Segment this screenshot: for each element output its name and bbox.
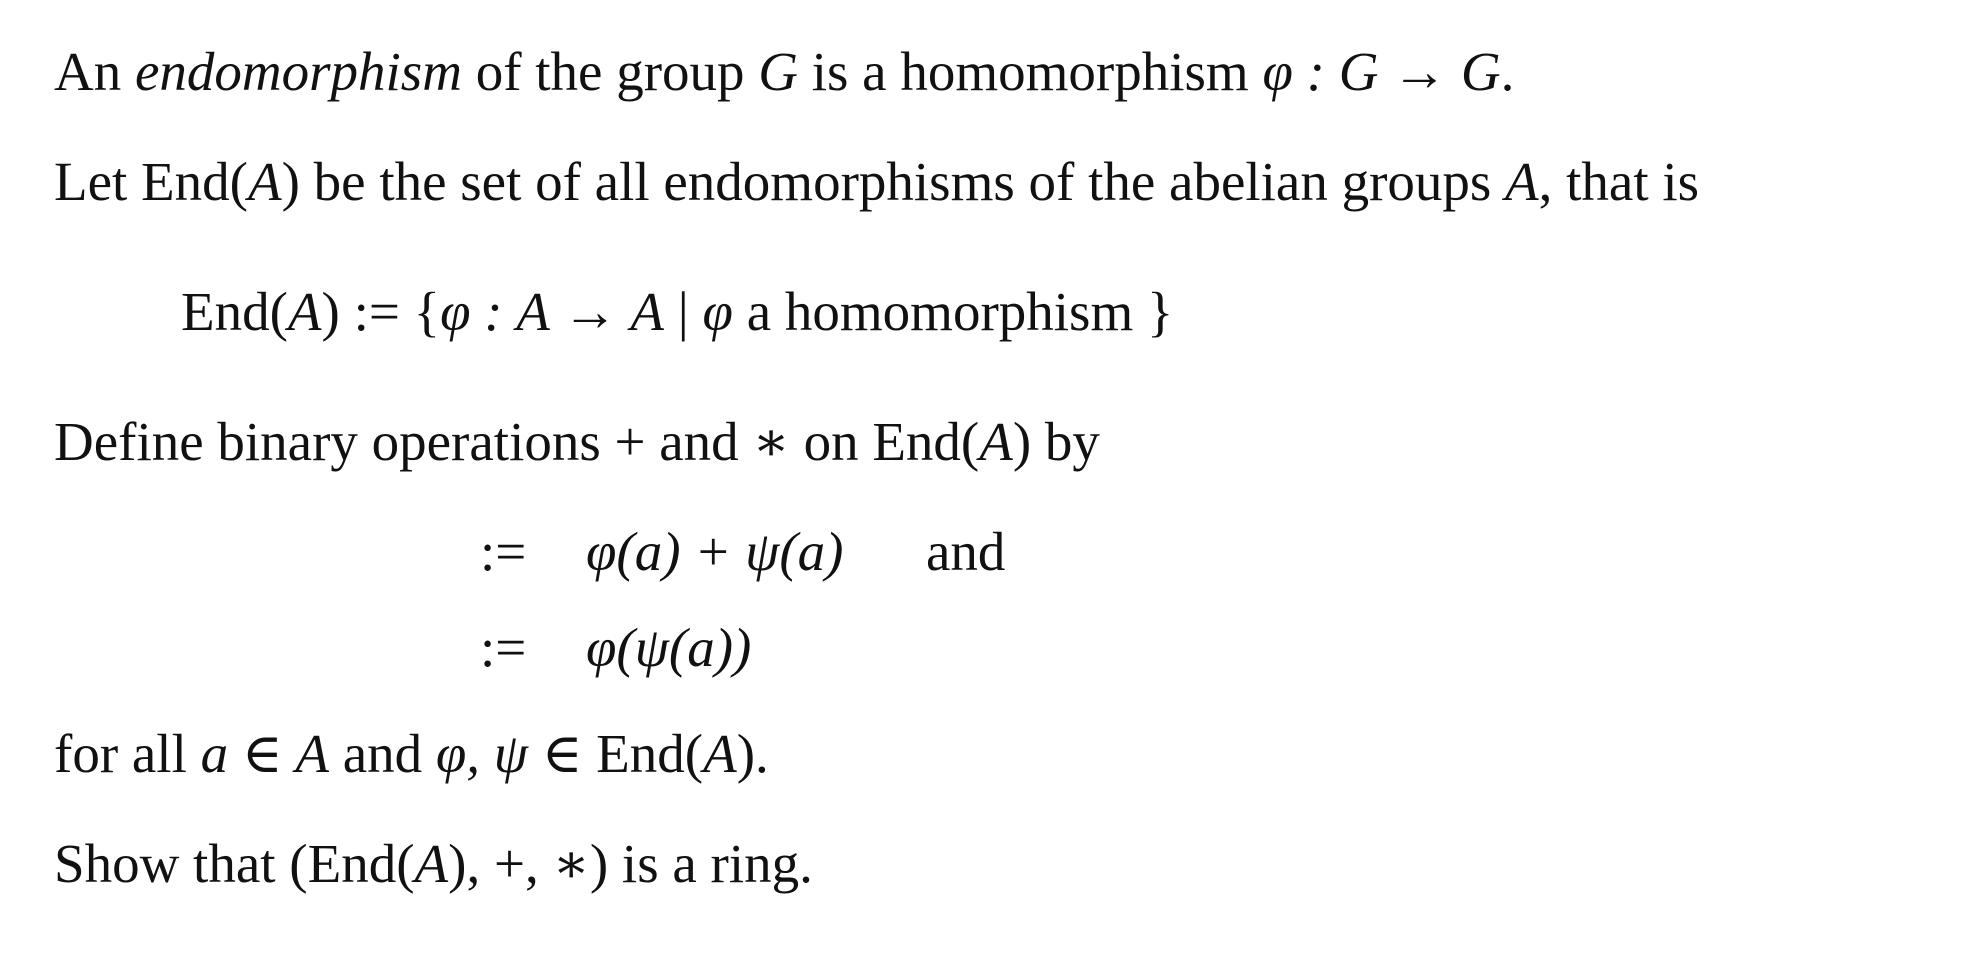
equation-operator: := bbox=[480, 617, 527, 678]
text-segment: An bbox=[54, 41, 135, 102]
math-paren: ) bbox=[321, 281, 340, 342]
text-segment: Let bbox=[54, 151, 142, 212]
text-segment: is a homomorphism bbox=[798, 41, 1263, 102]
math-function: End( bbox=[181, 281, 288, 342]
math-variable: A bbox=[979, 411, 1013, 472]
equation-rhs: φ(a) + ψ(a) bbox=[586, 521, 844, 582]
equation-rhs: φ(ψ(a)) bbox=[586, 617, 752, 678]
math-membership: ∈ End( bbox=[527, 723, 704, 784]
math-variable: φ bbox=[702, 281, 733, 342]
math-variable: A bbox=[414, 833, 449, 894]
text-segment: ), +, ∗) is a ring. bbox=[448, 833, 813, 894]
math-brace: } bbox=[1146, 281, 1174, 342]
text-segment: of the group bbox=[461, 41, 759, 102]
text-segment: Define binary operations + and ∗ on End( bbox=[54, 411, 980, 472]
sentence-endomorphism-definition bbox=[54, 41, 1515, 102]
display-equation-end-set bbox=[181, 281, 1174, 342]
math-expression: a ∈ A bbox=[200, 723, 329, 784]
sentence-task bbox=[54, 833, 813, 894]
text-segment: . bbox=[1500, 41, 1515, 102]
text-segment: Show that (End( bbox=[54, 833, 415, 894]
math-variable: G bbox=[758, 41, 798, 102]
math-paren: ) bbox=[281, 151, 300, 212]
math-map: φ : A → A bbox=[440, 281, 665, 342]
math-variable: A bbox=[703, 723, 737, 784]
math-bar: | bbox=[664, 281, 703, 342]
text-segment: ) by bbox=[1012, 411, 1100, 472]
equation-suffix: and bbox=[926, 521, 1006, 582]
math-variable: A bbox=[1505, 151, 1539, 212]
text-segment: be the set of all endomorphisms of the abelian groups bbox=[299, 151, 1506, 212]
emphasized-term: endomorphism bbox=[134, 41, 462, 102]
equation-operator: := bbox=[480, 521, 527, 582]
math-function: End( bbox=[141, 151, 248, 212]
math-variable: A bbox=[287, 281, 322, 342]
text-segment: ). bbox=[736, 723, 769, 784]
math-variable: A bbox=[247, 151, 282, 212]
math-map: φ : G → G bbox=[1262, 41, 1501, 102]
text-segment: and bbox=[328, 723, 436, 784]
sentence-end-set-intro bbox=[54, 151, 1700, 212]
text-segment: , that is bbox=[1538, 151, 1700, 212]
text-segment: a homomorphism bbox=[732, 281, 1147, 342]
sentence-quantifier bbox=[54, 723, 769, 784]
math-expression: φ, ψ bbox=[435, 723, 528, 784]
math-defeq: := { bbox=[339, 281, 441, 342]
text-segment: for all bbox=[54, 723, 201, 784]
sentence-define-operations bbox=[54, 411, 1100, 472]
